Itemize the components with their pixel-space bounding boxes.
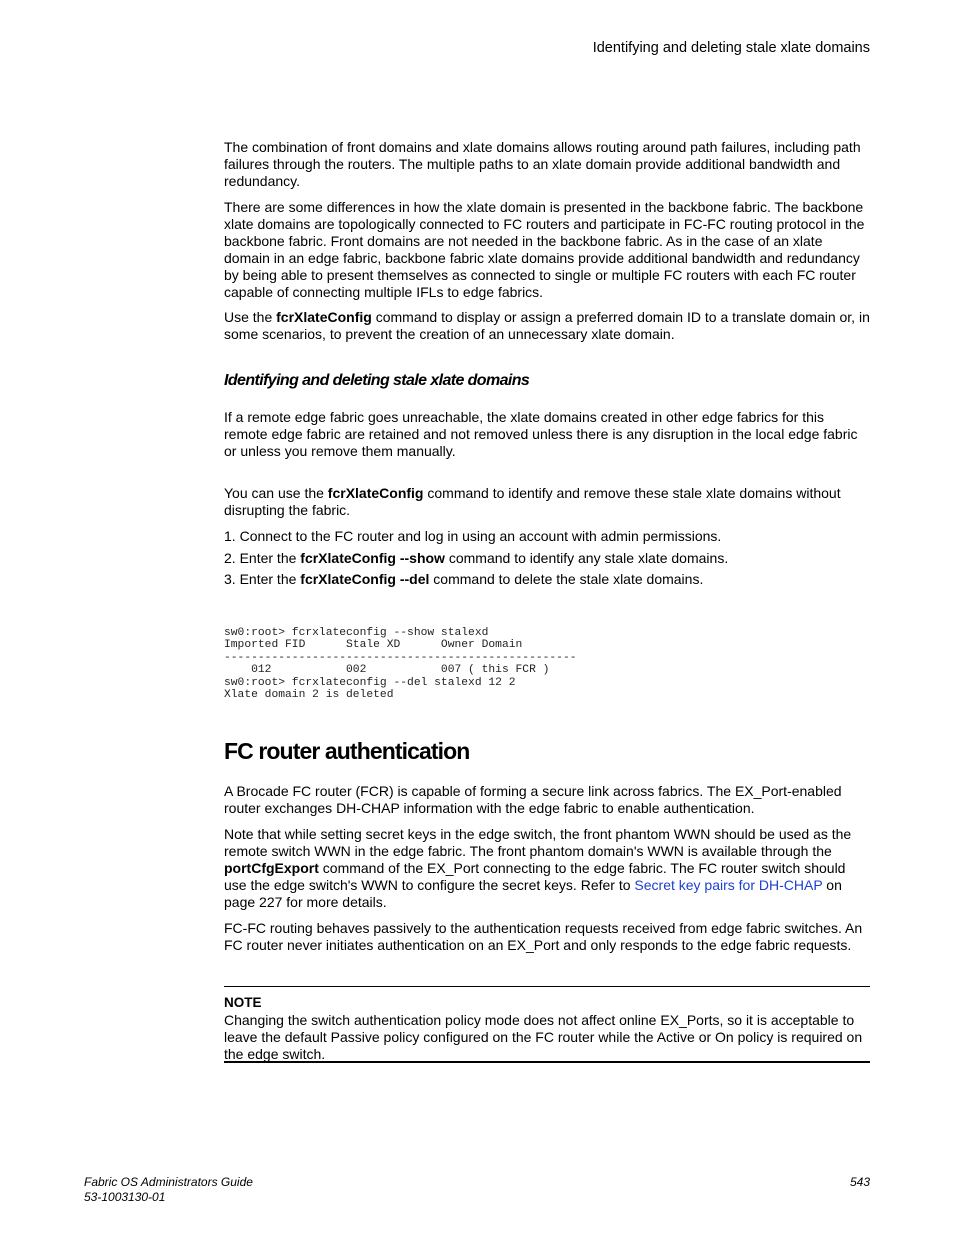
step-number: 3.: [224, 571, 236, 587]
running-header: Identifying and deleting stale xlate domains: [592, 40, 870, 56]
stale-paragraph-1: If a remote edge fabric goes unreachable, the xlate domains created in other edge fabrics for this remote edge fabric are retained and not removed unless there is any disruption in the local edge fabric or unless you remove them manually.: [224, 409, 858, 459]
procedure-steps: [224, 528, 870, 593]
footer-guide-title: Fabric OS Administrators Guide: [84, 1175, 253, 1189]
step-number: 1.: [224, 528, 236, 544]
step-text-pre: Enter the: [239, 571, 301, 587]
intro-paragraph-1: The combination of front domains and xlate domains allows routing around path failures, including path failures through the routers. The multiple paths to an xlate domain provide additional bandwidth and redundancy.: [224, 139, 861, 189]
section-heading-fc-router-auth: FC router authentication: [224, 738, 470, 764]
step-item: [224, 550, 870, 567]
intro-paragraph-3-post: command to display or assign a preferred domain ID to a translate domain or, in some scenarios, to prevent the creation of an unnecessary xlate domain.: [224, 309, 870, 342]
step-number: 2.: [224, 549, 236, 566]
step-text: Connect to the FC router and log in using an account with admin permissions.: [239, 528, 722, 544]
command-fcrxlateconfig: fcrXlateConfig: [276, 309, 372, 325]
auth-paragraph-2-c: on page 227 for more details.: [224, 877, 842, 910]
stale-paragraph-2: [224, 485, 870, 519]
code-example: sw0:root> fcrxlateconfig --show stalexd Imported FID Stale XD Owner Domain ---------------------------------------------------- 012 002 007 ( this FCR ) sw0:root> fcrxlateconfig --del stalexd 12 2 Xlate domain 2 is deleted: [224, 627, 577, 702]
auth-paragraph-2: [224, 826, 870, 911]
step-item: [224, 571, 870, 588]
auth-paragraph-2-b: command of the EX_Port connecting to the edge fabric. The FC router switch should use the edge switch's WWN to configure the secret keys. Refer to: [224, 860, 846, 893]
intro-paragraph-2: There are some differences in how the xlate domain is presented in the backbone fabric. The backbone xlate domains are topologically connected to FC routers and participate in FC-FC routing protocol in the backbone fabric. Front domains are not needed in the backbone fabric. As in the case of an xlate domain in an edge fabric, backbone fabric xlate domains provide additional bandwidth and redundancy by being able to present themselves as connected to single or multiple FC routers with each FC router capable of connecting multiple IFLs to edge fabrics.: [224, 199, 865, 300]
footer-doc-info: [84, 1175, 253, 1205]
step-text-post: command to delete the stale xlate domains.: [429, 571, 704, 587]
stale-paragraph-2-post: command to identify and remove these stale xlate domains without disrupting the fabric.: [224, 485, 841, 518]
footer-doc-number: 53-1003130-01: [84, 1190, 166, 1204]
command-portcfgexport: portCfgExport: [224, 860, 319, 876]
auth-paragraph-2-a: Note that while setting secret keys in the edge switch, the front phantom WWN should be used as the remote switch WWN in the edge fabric. The front phantom domain's WWN is available through the: [224, 826, 852, 859]
footer-page-number: 543: [849, 1175, 870, 1189]
section-heading-stale-xlate: Identifying and deleting stale xlate domains: [224, 372, 530, 389]
stale-paragraph-2-pre: You can use the: [224, 485, 328, 501]
command-fcrxlateconfig-2: fcrXlateConfig: [327, 485, 424, 501]
auth-paragraph-3: FC-FC routing behaves passively to the authentication requests received from edge fabric switches. An FC router never initiates authentication on an EX_Port and only responds to the edge fabric requests.: [224, 920, 863, 953]
note-text: Changing the switch authentication policy mode does not affect online EX_Ports, so it is acceptable to leave the default Passive policy configured on the FC router while the Active or On policy is required on the edge switch.: [224, 1012, 863, 1062]
link-secret-key-pairs[interactable]: Secret key pairs for DH-CHAP: [634, 877, 823, 893]
intro-paragraph-3: [224, 309, 870, 343]
step-command: fcrXlateConfig --show: [300, 549, 445, 566]
intro-paragraph-3-pre: Use the: [224, 309, 277, 325]
note-box: [224, 986, 870, 1063]
auth-paragraph-1: A Brocade FC router (FCR) is capable of forming a secure link across fabrics. The EX_Port-enabled router exchanges DH-CHAP information with the edge fabric to enable authentication.: [224, 783, 842, 816]
step-text-pre: Enter the: [239, 549, 301, 566]
step-item: [224, 528, 870, 545]
step-text-post: command to identify any stale xlate domains.: [444, 549, 729, 566]
step-command: fcrXlateConfig --del: [300, 571, 430, 587]
note-label: NOTE: [224, 995, 262, 1010]
